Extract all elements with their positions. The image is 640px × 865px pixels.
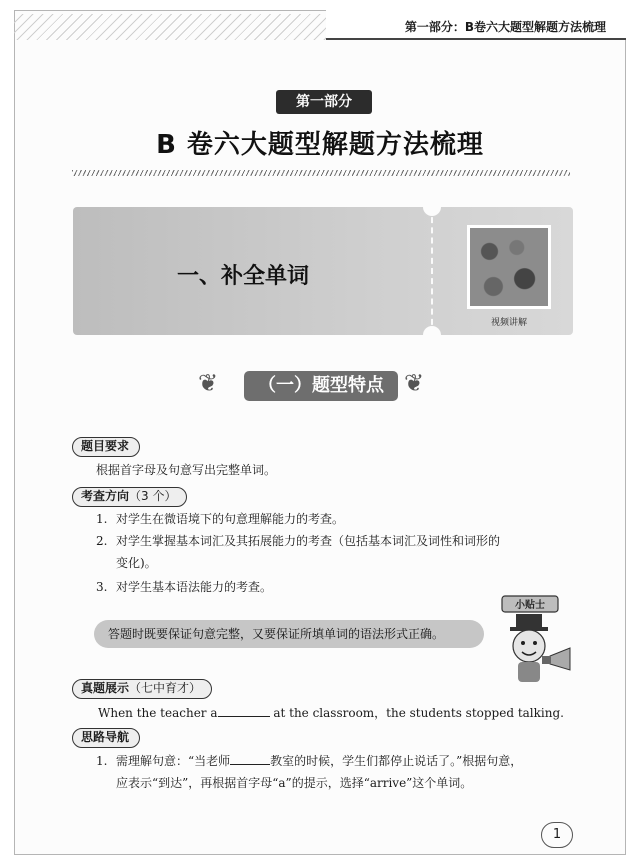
- mascot-icon: [480, 590, 580, 690]
- direction-item-num: 2.: [96, 534, 108, 548]
- guide-label: [72, 728, 140, 748]
- ticket-notch-top: [423, 207, 441, 216]
- qr-code-icon[interactable]: [467, 225, 551, 309]
- requirement-text: 根据首字母及句意写出完整单词。: [96, 463, 277, 477]
- example-label-text: 真题展示: [81, 681, 130, 695]
- example-source: （七中育才）: [129, 681, 202, 695]
- direction-item-text: 对学生在微语境下的句意理解能力的考查。: [116, 512, 345, 526]
- running-header-title: 第一部分：B卷六大题型解题方法梳理: [404, 20, 606, 34]
- directions-label-text: 考查方向: [81, 489, 130, 503]
- title-divider: [72, 170, 570, 176]
- example-label: [72, 679, 212, 699]
- directions-label: [72, 487, 187, 507]
- direction-item-num: 1.: [96, 512, 108, 526]
- running-header: [326, 10, 626, 40]
- guide-blank: [230, 754, 270, 765]
- direction-item-text: 对学生基本语法能力的考查。: [116, 580, 273, 594]
- requirement-label: [72, 437, 140, 457]
- direction-item-num: 3.: [96, 580, 108, 594]
- subsection-heading: [0, 367, 640, 403]
- mascot-sign: 小贴士: [515, 600, 545, 611]
- guide-label-text: 思路导航: [81, 730, 130, 744]
- directions-count: （3 个）: [129, 489, 177, 503]
- running-header-rule: [326, 38, 626, 40]
- direction-item-1: [96, 508, 586, 530]
- section-title: 一、补全单词: [177, 264, 310, 289]
- page-number: 1: [541, 822, 573, 848]
- guide-item-num: 1.: [96, 754, 108, 768]
- subsection-title: （一）题型特点: [244, 371, 398, 401]
- part-tag: 第一部分: [276, 90, 372, 114]
- guide-line2: 应表示“到达”，再根据首字母“a”的提示，选择“arrive”这个单词。: [116, 776, 473, 790]
- direction-item-continuation: 变化)。: [116, 556, 157, 570]
- header-decoration: [14, 14, 334, 40]
- example-sentence-start: When the teacher a: [98, 706, 218, 720]
- flourish-left-icon: ❦: [198, 369, 219, 397]
- page-title: B 卷六大题型解题方法梳理: [156, 130, 484, 160]
- requirement-label-text: 题目要求: [81, 439, 130, 453]
- ticket-notch-bottom: [423, 326, 441, 335]
- qr-label: 视频讲解: [490, 318, 527, 328]
- tip-bar: 答题时既要保证句意完整，又要保证所填单词的语法形式正确。: [94, 620, 484, 648]
- direction-item-text: 对学生掌握基本词汇及其拓展能力的考查（包括基本词汇及词性和词形的: [116, 534, 501, 548]
- example-sentence-end: at the classroom，the students stopped talking.: [269, 706, 564, 720]
- direction-item-2: [96, 530, 586, 574]
- section-banner: [73, 207, 573, 335]
- guide-item-1: [96, 750, 586, 794]
- flourish-right-icon: ❦: [404, 369, 425, 397]
- guide-line1-end: 教室的时候，学生们都停止说话了。”根据句意，: [270, 754, 523, 768]
- example-sentence: [98, 704, 564, 721]
- answer-blank[interactable]: [218, 706, 270, 717]
- guide-line1-start: 需理解句意：“当老师: [116, 754, 231, 768]
- ticket-perforation: [431, 207, 433, 335]
